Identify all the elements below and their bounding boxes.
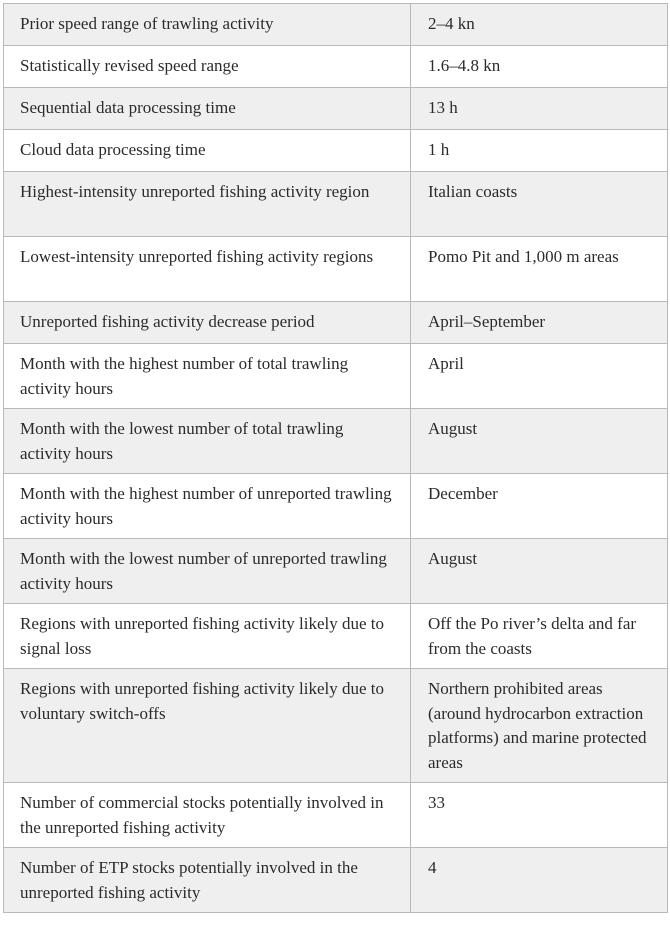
- table-row: [4, 237, 668, 302]
- table-row: [4, 848, 668, 913]
- row-label: Regions with unreported fishing activity likely due to signal loss: [4, 604, 411, 669]
- row-label: Month with the lowest number of unreported trawling activity hours: [4, 539, 411, 604]
- table-row: [4, 172, 668, 237]
- row-label: Lowest-intensity unreported fishing activity regions: [4, 237, 411, 302]
- row-label: Month with the highest number of unreported trawling activity hours: [4, 474, 411, 539]
- table-row: [4, 88, 668, 130]
- table-row: [4, 539, 668, 604]
- row-value: 4: [411, 848, 668, 913]
- table-row: [4, 604, 668, 669]
- row-value: April–September: [411, 302, 668, 344]
- table-row: [4, 669, 668, 783]
- row-value: 1 h: [411, 130, 668, 172]
- row-value: Pomo Pit and 1,000 m areas: [411, 237, 668, 302]
- row-value: 33: [411, 783, 668, 848]
- row-value: 13 h: [411, 88, 668, 130]
- row-label: Month with the highest number of total trawling activity hours: [4, 344, 411, 409]
- row-value: Off the Po river’s delta and far from the coasts: [411, 604, 668, 669]
- row-label: Sequential data processing time: [4, 88, 411, 130]
- row-label: Unreported fishing activity decrease period: [4, 302, 411, 344]
- table-row: [4, 783, 668, 848]
- table-row: [4, 474, 668, 539]
- row-value: August: [411, 409, 668, 474]
- row-label: Regions with unreported fishing activity likely due to voluntary switch-offs: [4, 669, 411, 783]
- row-label: Highest-intensity unreported fishing activity region: [4, 172, 411, 237]
- table-row: [4, 46, 668, 88]
- row-value: Northern prohibited areas (around hydrocarbon extraction platforms) and marine protected areas: [411, 669, 668, 783]
- row-label: Cloud data processing time: [4, 130, 411, 172]
- results-table: [3, 3, 668, 913]
- row-value: August: [411, 539, 668, 604]
- row-value: Italian coasts: [411, 172, 668, 237]
- row-label: Month with the lowest number of total trawling activity hours: [4, 409, 411, 474]
- row-value: December: [411, 474, 668, 539]
- row-label: Statistically revised speed range: [4, 46, 411, 88]
- row-value: 1.6–4.8 kn: [411, 46, 668, 88]
- row-label: Number of commercial stocks potentially involved in the unreported fishing activity: [4, 783, 411, 848]
- row-label: Prior speed range of trawling activity: [4, 4, 411, 46]
- table-row: [4, 344, 668, 409]
- table-row: [4, 409, 668, 474]
- row-value: 2–4 kn: [411, 4, 668, 46]
- table-row: [4, 4, 668, 46]
- row-label: Number of ETP stocks potentially involved in the unreported fishing activity: [4, 848, 411, 913]
- table-row: [4, 130, 668, 172]
- table-row: [4, 302, 668, 344]
- row-value: April: [411, 344, 668, 409]
